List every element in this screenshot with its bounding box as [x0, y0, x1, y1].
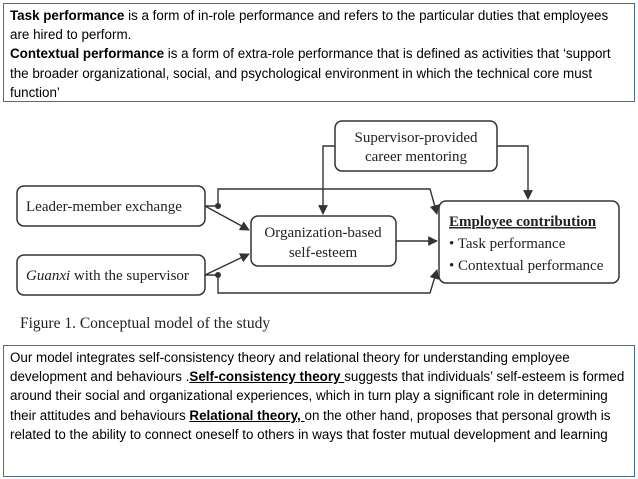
theory-text-part2: suggests that individuals’ self-esteem is formed around their social and organizational experiences, which in turn play a significant role in determining their attitudes and behaviours — [10, 369, 625, 423]
obse-label-line2: self-esteem — [288, 245, 358, 261]
outcome-item-task: • Task performance — [449, 236, 566, 252]
arrow-lmx-to-outcome — [205, 189, 437, 214]
junction-dot-lmx — [215, 203, 221, 209]
arrow-mentoring-to-outcome — [497, 146, 528, 199]
arrow-guanxi-to-outcome — [205, 270, 437, 293]
guanxi-label: Guanxi with the supervisor — [26, 268, 189, 284]
task-performance-definition: is a form of in-role performance and refers to the particular duties that employees are hired to perform. — [10, 8, 609, 43]
arrow-mentoring-to-obse — [323, 146, 335, 214]
figure-caption: Figure 1. Conceptual model of the study — [20, 315, 271, 332]
task-performance-term: Task performance — [10, 8, 125, 23]
mentoring-label-line2: career mentoring — [364, 149, 468, 165]
theory-text-part3: on the other hand, proposes that personal growth is related to the ability to connect oneself to others in ways that foster mutual development and learning — [10, 407, 611, 442]
self-consistency-theory-term: Self-consistency theory — [189, 369, 345, 385]
lmx-label: Leader-member exchange — [26, 199, 182, 215]
obse-label-line1: Organization-based — [264, 225, 382, 241]
arrow-lmx-to-obse — [205, 206, 249, 230]
outcome-item-contextual: • Contextual performance — [449, 258, 604, 274]
theory-text-part1: Our model integrates self-consistency theory and relational theory for understanding employee development and behaviours . — [10, 350, 570, 385]
contextual-performance-definition: is a form of extra-role performance that is defined as activities that ‘support the broader organizational, social, and psychological environment in which the technical core must function’ — [10, 46, 611, 100]
outcome-title: Employee contribution — [449, 214, 597, 230]
theory-explanation-box — [3, 345, 635, 477]
arrow-guanxi-to-obse — [205, 254, 249, 275]
junction-dot-guanxi — [215, 272, 221, 278]
contextual-performance-term: Contextual performance — [10, 46, 165, 62]
relational-theory-term: Relational theory, — [189, 407, 305, 423]
mentoring-label-line1: Supervisor-provided — [354, 130, 478, 146]
